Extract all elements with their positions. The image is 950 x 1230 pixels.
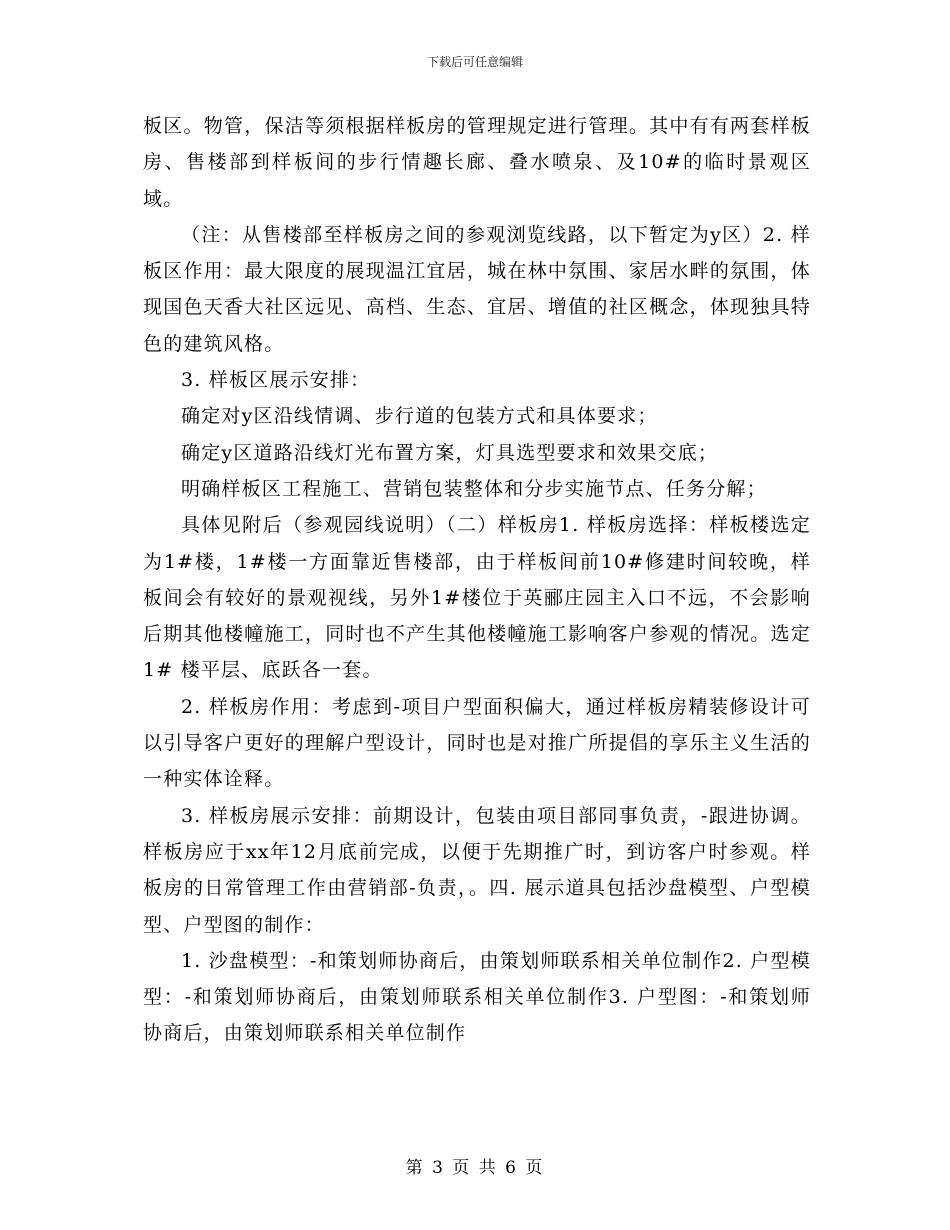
page-footer: 第 3 页 共 6 页 bbox=[405, 1158, 545, 1178]
paragraph-10: 1. 沙盘模型：-和策划师协商后，由策划师联系相关单位制作2. 户型模型：-和策划师协商后，由策划师联系相关单位制作3. 户型图：-和策划师协商后，由策划师联系相关单位制作 bbox=[143, 949, 811, 1045]
paragraph-1: 板区。物管，保洁等须根据样板房的管理规定进行管理。其中有有两套样板房、售楼部到样板间的步行情趣长廊、叠水喷泉、及10#的临时景观区域。 bbox=[143, 115, 811, 210]
paragraph-6: 明确样板区工程施工、营销包装整体和分步实施节点、任务分解； bbox=[181, 477, 767, 500]
document-body bbox=[143, 108, 811, 1052]
paragraph-3: 3. 样板区展示安排： bbox=[181, 369, 371, 392]
paragraph-4: 确定对y区沿线情调、步行道的包装方式和具体要求； bbox=[181, 405, 658, 428]
paragraph-9: 3. 样板房展示安排：前期设计，包装由项目部同事负责，-跟进协调。样板房应于xx年12月底前完成，以便于先期推广时，到访客户时参观。样板房的日常管理工作由营销部-负责，。四. 展示道具包括沙盘模型、户型模型、户型图的制作： bbox=[143, 804, 811, 936]
paragraph-7: 具体见附后（参观园线说明）（二）样板房1. 样板房选择：样板楼选定为1#楼，1#楼一方面靠近售楼部，由于样板间前10#修建时间较晚，样板间会有较好的景观视线，另外1#楼位于英郦庄园主入口不远，不会影响后期其他楼幢施工，同时也不产生其他楼幢施工影响客户参观的情况。选定1# 楼平层、底跃各一套。 bbox=[143, 514, 811, 682]
paragraph-5: 确定y区道路沿线灯光布置方案，灯具选型要求和效果交底； bbox=[181, 441, 719, 464]
paragraph-2: （注：从售楼部至样板房之间的参观浏览线路，以下暂定为y区）2. 样板区作用：最大限度的展现温江宜居，城在林中氛围、家居水畔的氛围，体现国色天香大社区远见、高档、生态、宜居、增值的社区概念，体现独具特色的建筑风格。 bbox=[143, 223, 811, 355]
paragraph-8: 2. 样板房作用：考虑到-项目户型面积偏大，通过样板房精装修设计可以引导客户更好的理解户型设计，同时也是对推广所提倡的享乐主义生活的一种实体诠释。 bbox=[143, 695, 811, 791]
page-header: 下载后可任意编辑 bbox=[426, 55, 523, 69]
